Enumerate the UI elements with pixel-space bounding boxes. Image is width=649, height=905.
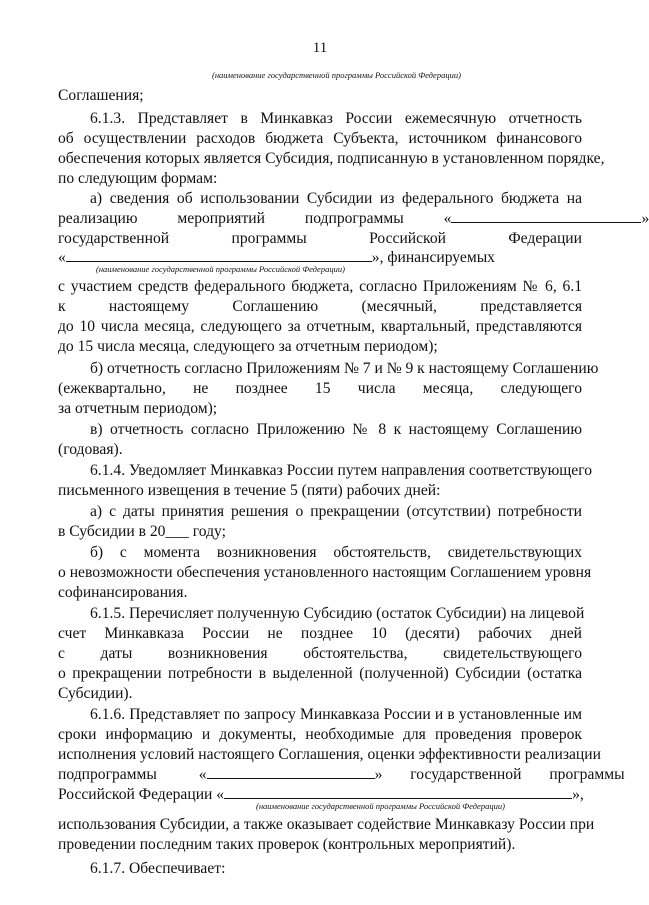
text-line: 6.1.7. Обеспечивает: — [90, 860, 226, 877]
text-line: о прекращении потребности в выделенной (полученной) Субсидии (остатка — [58, 665, 582, 682]
text-fragment: Российской Федерации « — [58, 786, 225, 803]
text-line: (ежеквартально, не позднее 15 числа месяца, следующего — [58, 380, 582, 397]
text-line-with-blank — [58, 765, 625, 785]
text-line: до 10 числа месяца, следующего за отчетным, квартальный, представляются — [58, 318, 582, 335]
text-line: к настоящему Соглашению (месячный, представляется — [58, 298, 582, 315]
text-line: софинансирования. — [58, 584, 188, 601]
text-line: Субсидии). — [58, 685, 133, 702]
text-fragment: подпрограммы « — [58, 766, 207, 783]
fill-in-blank — [66, 248, 372, 262]
text-line: в Субсидии в 20___ году; — [58, 523, 226, 540]
text-line: обеспечения которых является Субсидия, подписанную в установленном порядке, — [58, 150, 605, 167]
text-line-with-blank — [58, 209, 649, 229]
text-line: в) отчетность согласно Приложению № 8 к настоящему Соглашению — [90, 421, 582, 438]
text-fragment: », — [572, 786, 584, 803]
caption-program-name: (наименование государственной программы Российской Федерации) — [96, 264, 345, 274]
text-line: государственной программы Российской Федерации — [58, 230, 582, 247]
text-line: счет Минкавказа России не позднее 10 (десяти) рабочих дней — [58, 625, 582, 642]
text-line: 6.1.4. Уведомляет Минкавказ России путем направления соответствующего — [90, 462, 592, 479]
text-line: Соглашения; — [58, 87, 144, 104]
text-line: б) отчетность согласно Приложениям № 7 и № 9 к настоящему Соглашению — [90, 360, 599, 377]
text-fragment: « — [58, 249, 66, 266]
fill-in-blank — [224, 785, 572, 799]
text-line: сроки информацию и документы, необходимые для проведения проверок — [58, 726, 582, 743]
text-line: проведении последним таких проверок (контрольных мероприятий). — [58, 836, 516, 853]
text-line: 6.1.6. Представляет по запросу Минкавказа России и в установленные им — [90, 706, 582, 723]
text-line: (годовая). — [58, 441, 123, 458]
page-number: 11 — [312, 40, 328, 56]
text-line: о невозможности обеспечения установленного настоящим Соглашением уровня — [58, 564, 592, 581]
text-line: до 15 числа месяца, следующего за отчетным периодом); — [58, 338, 438, 355]
text-line: с участием средств федерального бюджета, согласно Приложениям № 6, 6.1 — [58, 278, 582, 295]
text-line: исполнения условий настоящего Соглашения, оценки эффективности реализации — [58, 746, 601, 763]
text-fragment: реализацию мероприятий подпрограммы « — [58, 210, 452, 227]
text-line: по следующим формам: — [58, 170, 218, 187]
fill-in-blank — [207, 765, 375, 779]
text-line: об осуществлении расходов бюджета Субъекта, источником финансового — [58, 130, 582, 147]
text-line: с даты возникновения обстоятельства, свидетельствующего — [58, 645, 582, 662]
text-line: б) с момента возникновения обстоятельств, свидетельствующих — [90, 544, 582, 561]
text-line: за отчетным периодом); — [58, 400, 218, 417]
text-line: а) сведения об использовании Субсидии из федерального бюджета на — [90, 190, 582, 207]
text-line: письменного извещения в течение 5 (пяти) рабочих дней: — [58, 482, 441, 499]
caption-program-name: (наименование государственной программы Российской Федерации) — [212, 70, 461, 80]
text-line: а) с даты принятия решения о прекращении (отсутствии) потребности — [90, 503, 582, 520]
text-line: 6.1.3. Представляет в Минкавказ России ежемесячную отчетность — [90, 110, 582, 127]
text-fragment: » государственной программы — [374, 766, 625, 783]
caption-program-name: (наименование государственной программы Российской Федерации) — [256, 801, 505, 811]
fill-in-blank — [451, 209, 641, 223]
text-fragment: » — [641, 210, 649, 227]
text-line: использования Субсидии, а также оказывает содействие Минкавказу России при — [58, 816, 595, 833]
text-line: 6.1.5. Перечисляет полученную Субсидию (остаток Субсидии) на лицевой — [90, 605, 585, 622]
text-fragment: », финансируемых — [371, 249, 495, 266]
